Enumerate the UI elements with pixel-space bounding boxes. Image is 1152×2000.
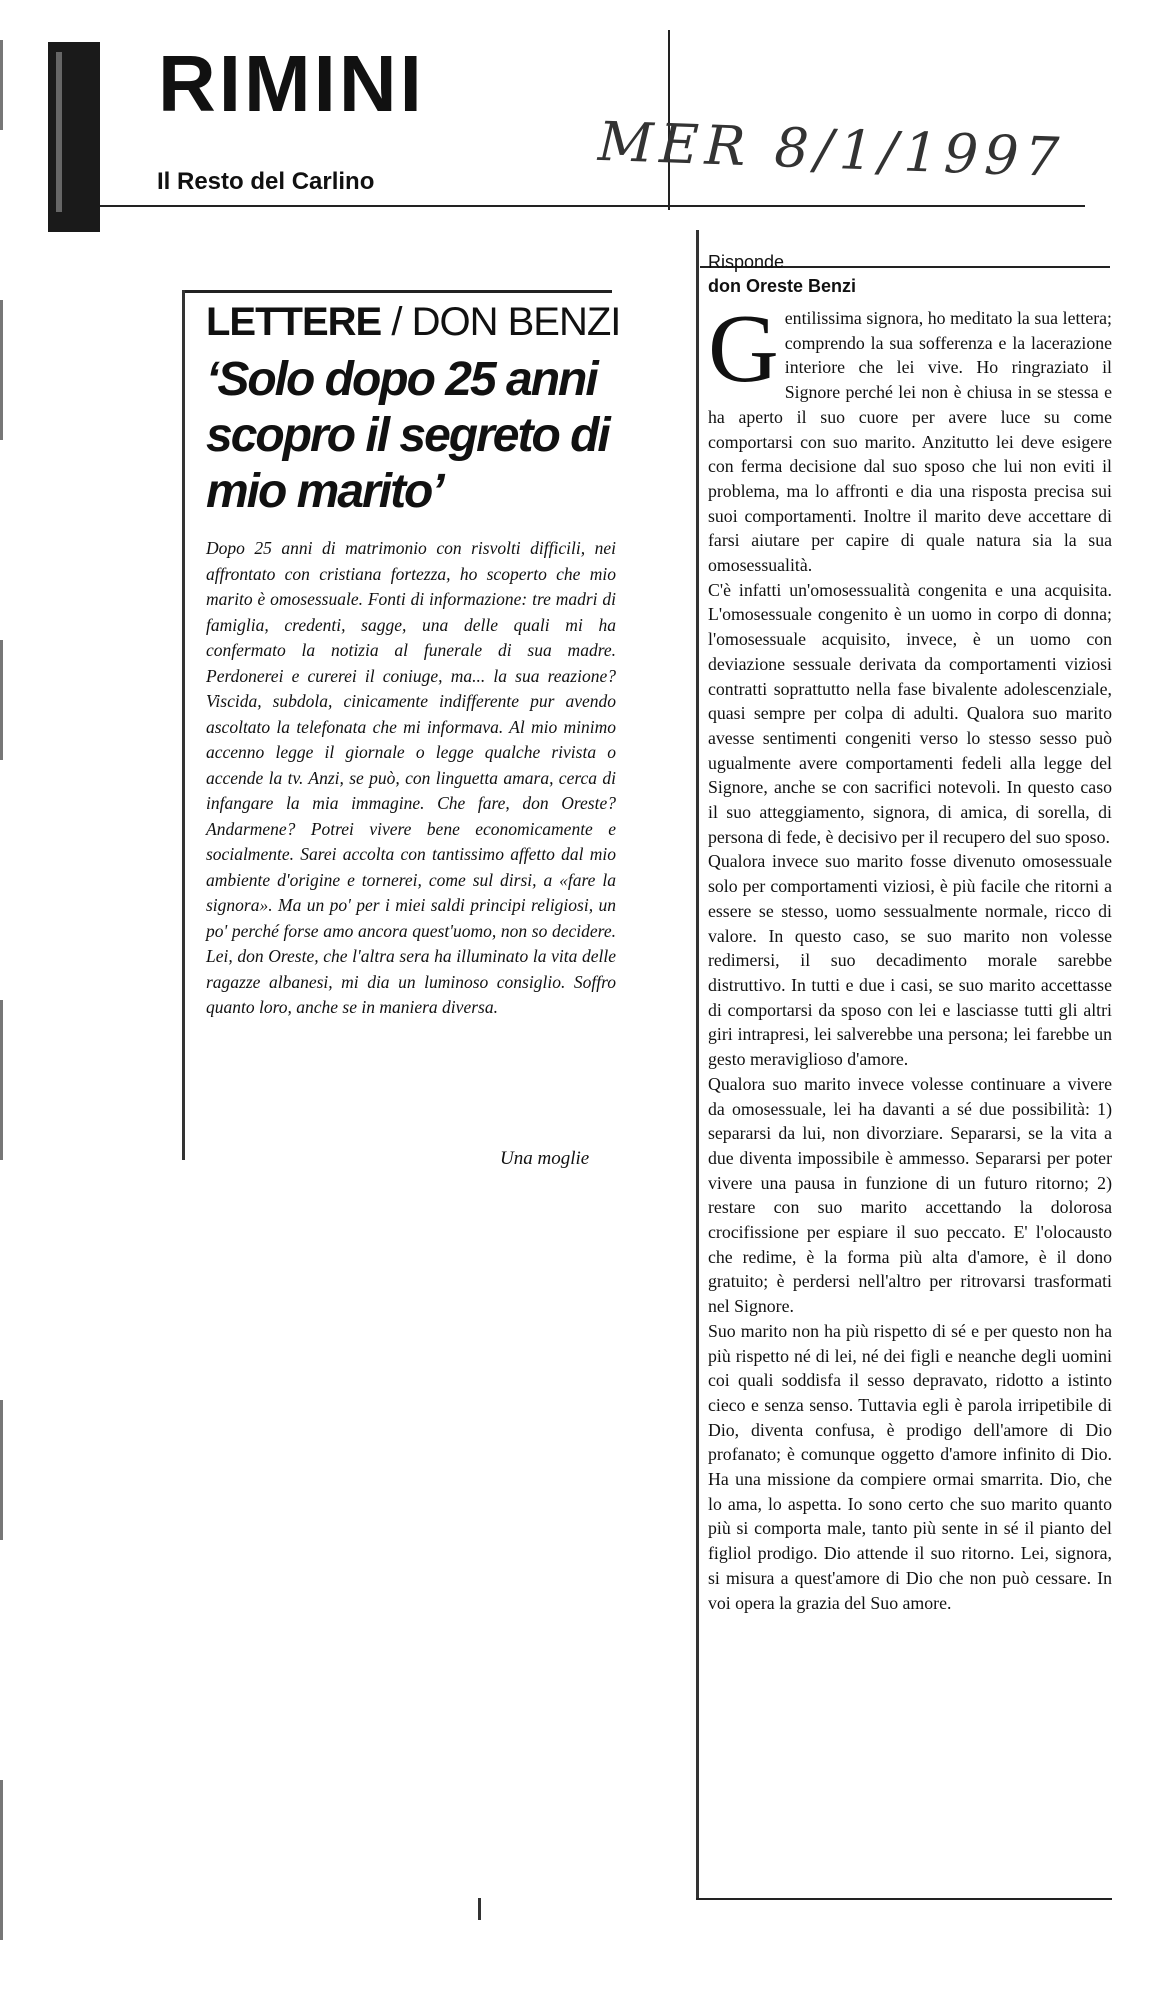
reply-dropcap: G xyxy=(708,295,779,403)
stray-mark xyxy=(478,1898,481,1920)
binding-mark xyxy=(0,300,3,440)
reply-frame-bottom xyxy=(696,1898,1112,1900)
letter-frame-top xyxy=(182,290,612,293)
reply-paragraph: Qualora invece suo marito fosse divenuto omosessuale solo per comportamenti viziosi, è più facile che ritorni a essere se stesso, uomo sessualmente normale, ricco di valore. In questo caso, se suo marito non volesse redimersi, il suo decadimento morale sarebbe distruttivo. In tutti e due i casi, se suo marito accettasse di comportarsi da sposo con lei e lasciasse tutti gli altri giri intrapresi, lei salverebbe una persona; lei farebbe un gesto meraviglioso d'amore. xyxy=(708,851,1112,1070)
masthead-paper-name: Il Resto del Carlino xyxy=(157,168,375,195)
binding-mark xyxy=(0,1000,3,1160)
kicker-section: LETTERE xyxy=(206,300,382,344)
binding-mark xyxy=(0,640,3,760)
letter-headline: ‘Solo dopo 25 anni scopro il segreto di mio marito’ xyxy=(206,353,609,518)
masthead-black-bar xyxy=(48,42,100,232)
kicker-author: DON BENZI xyxy=(411,300,621,344)
letter-frame-left xyxy=(182,290,185,1160)
letter-signature: Una moglie xyxy=(500,1148,590,1169)
binding-mark xyxy=(0,40,3,130)
letter-kicker: LETTERE / DON BENZI xyxy=(206,300,621,344)
reply-frame-left xyxy=(696,230,699,1900)
masthead-city: RIMINI xyxy=(158,39,425,128)
reply-paragraph: Suo marito non ha più rispetto di sé e per questo non ha più rispetto né di lei, né dei figli e neanche degli uomini coi quali soddisfa il sesso depravato, ridotto a istinto cieco e senza senso. Tuttavia egli è parola irripetibile di Dio, diventa confusa, è prodigo dell'amore di Dio profanato; è comunque oggetto d'amore infinito di Dio. Ha una missione da compiere ormai smarrita. Dio, che lo ama, lo aspetta. Io sono certo che suo marito quanto più si comporta male, tanto più sente in sé il pianto del figliol prodigo. Dio attende il suo ritorno. Lei, signora, si misura a quest'amore di Dio che non può cessare. In voi opera la grazia del Suo amore. xyxy=(708,1320,1112,1613)
masthead-divider-horizontal xyxy=(100,205,1085,207)
reply-paragraph: Qualora suo marito invece volesse continuare a vivere da omosessuale, lei ha davanti a sé due possibilità: 1) separarsi da lui, non divorziare. Separarsi, se la vita a due diventa impossibile è ammesso. Separarsi per poter vivere una pausa in funzione di un futuro ritorno; 2) restare con suo marito accettando la dolorosa crocifissione per espiare il suo peccato. E' l'olocausto che redime, è la forma più alta d'amore, è il dono gratuito; è perdersi nell'altro per ritrovarsi trasformati nel Signore. xyxy=(708,1073,1112,1317)
reply-paragraph: C'è infatti un'omosessualità congenita e una acquisita. L'omosessuale congenito è un uomo in corpo di donna; l'omosessuale acquisito, invece, è un uomo con deviazione sessuale derivata da comportamenti viziosi contratti soprattutto nella fase bivalente adolescenziale, quasi sempre per colpa di adulti. Qualora suo marito avesse sentimenti congeniti verso lo stesso sesso può ugualmente avere comportamenti fedeli alla legge del Signore, anche se con sacrifici notevoli. In questo caso il suo atteggiamento, signora, di amica, di sorella, di persona di fede, è decisivo per il recupero del suo sposo. xyxy=(708,579,1112,847)
reply-paragraph-text: entilissima signora, ho meditato la sua lettera; comprendo la sua sofferenza e la lacerazione interiore che lei vive. Ho ringraziato il Signore perché lei non è chiusa in se stessa e ha aperto il suo cuore per avere luce su come comportarsi con suo marito. Anzitutto lei deve esigere con ferma decisione dal suo sposo che lui non eviti il problema, ma lo affronti e dia una risposta precisa sui suoi comportamenti. Inoltre il marito deve accettare di farsi aiutare per capire di quale natura sia la sua omosessualità. xyxy=(708,308,1112,576)
binding-mark xyxy=(0,1780,3,1940)
handwritten-date-note: MER 8/1/1997 xyxy=(597,109,1067,190)
reply-label: Risponde xyxy=(708,252,785,272)
letter-body: Dopo 25 anni di matrimonio con risvolti difficili, nei affrontato con cristiana fortezza, ho scoperto che mio marito è omosessuale. Fonti di informazione: tre madri di famiglia, credenti, sagge, una delle quali mi ha confermato la notizia al funerale di sua madre. Perdonerei e curerei il coniuge, ma... la sua reazione? Viscida, subdola, cinicamente indifferente pur avendo ascoltato la telefonata che mi informava. Al mio minimo accenno legge il giornale o legge qualche rivista o accende la tv. Anzi, se può, con linguetta amara, cerca di infangare la mia immagine. Che fare, don Oreste? Andarmene? Potrei vivere bene economicamente e socialmente. Sarei accolta con tantissimo affetto dal mio ambiente d'origine e tornerei, come sul dirsi, a «fare la signora». Ma un po' per i miei saldi principi religiosi, un po' perché forse amo ancora quest'uomo, non so decidere. Lei, don Oreste, che l'altra sera ha illuminato la vita delle ragazze albanesi, mi dia un luminoso consiglio. Soffro quanto loro, anche se in maniera diversa. xyxy=(206,538,616,1017)
reply-author: don Oreste Benzi xyxy=(708,276,857,296)
reply-paragraph xyxy=(708,295,1112,578)
binding-mark xyxy=(0,1400,3,1540)
reply-body xyxy=(708,295,1112,1615)
